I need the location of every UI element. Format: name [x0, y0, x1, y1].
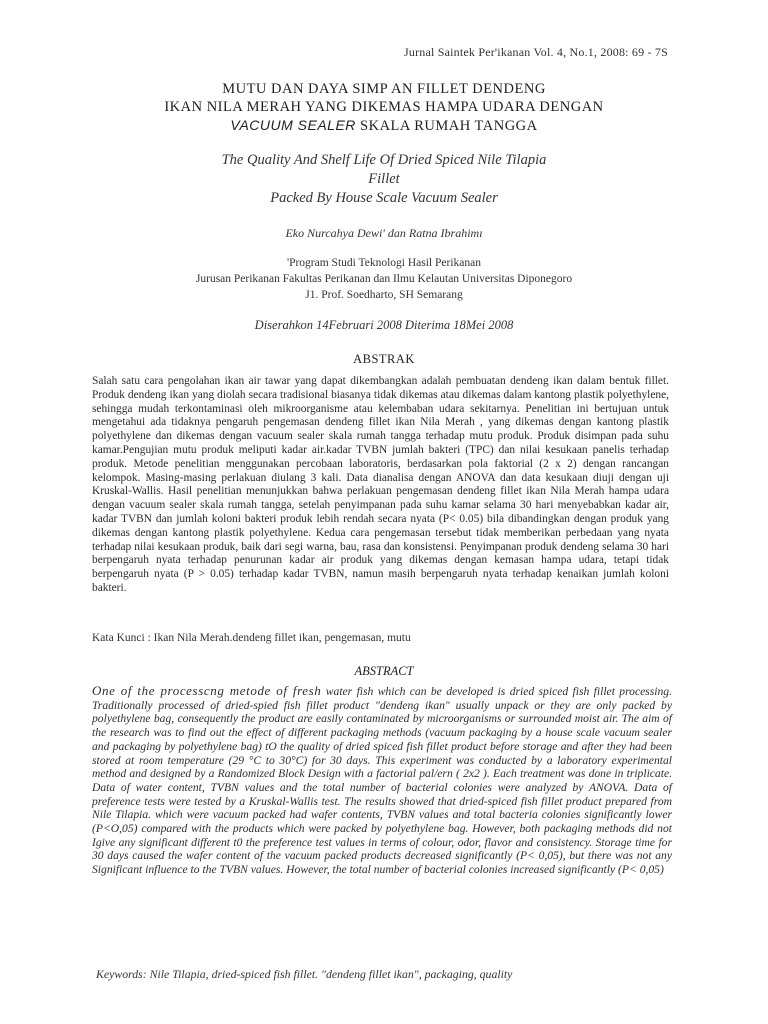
affiliation-line-1: 'Program Studi Teknologi Hasil Perikanan — [287, 257, 481, 269]
english-title-line-2: Fillet — [368, 171, 400, 187]
affiliation-line-3: J1. Prof. Soedharto, SH Semarang — [305, 289, 463, 301]
paper-title — [0, 80, 768, 135]
submission-dates: Diserahkon 14Februari 2008 Diterima 18Mei 2008 — [254, 318, 514, 332]
abstrak-body: Salah satu cara pengolahan ikan air tawar yang dapat dikembangkan adalah pembuatan dendeng ikan dalam bentuk fillet. Produk dendeng ikan yang diolah secara tradisional biasanya tidak dikemas atau dikemas dalam kantong plastik polyethylene, sehingga mudah terkontaminasi oleh mikroorganisme atau kelembaban udara sekitarnya. Penelitian ini bertujuan untuk mengetahui ada tidaknya pengaruh pengemasan dendeng fillet ikan Nila Merah , yang dikemas dengan kantong plastik polyethylene dan dikemas dengan vacuum sealer skala rumah tangga terhadap mutu produk. Produk disimpan pada suhu kamar.Pengujian mutu produk meliputi kadar air.kadar TVBN jumlah bakteri (TPC) dan nilai kesukaan panelis terhadap produk. Metode penelitian menggunakan percobaan laboratoris, berdasarkan pola faktorial (2 x 2) dengan rancangan kelompok. Masing-masing perlakuan diulang 3 kali. Data dianalisa dengan ANOVA dan data kesukaan diuji dengan uji Kruskal-Wallis. Hasil penelitian menunjukkan bahwa perlakuan pengemasan dendeng fillet ikan Nila Merah hampa udara dengan vacuum sealer skala rumah tangga, setelah penyimpanan pada suhu kamar selama 30 hari menyebabkan kadar air, kadar TVBN dan jumlah koloni bakteri produk lebih rendah secara nyata (P< 0.05) bila dibandingkan dengan produk yang dikemas dengan kantong plastik polyethylene. Kedua cara pengemasan tersebut tidak memberikan perbedaan yang nyata terhadap nilai kesukaan produk, baik dari segi warna, bau, rasa dan konsistensi. Penyimpanan produk dendeng selama 30 hari berpengaruh nyata terhadap penurunan kadar air produk yang dikemas dengan kemasan hampa udara, tetapi tidak berpengaruh nyata (P > 0.05) terhadap kadar TVBN, namun masih berpengaruh nyata terhadap kenaikan jumlah koloni bakteri. — [92, 375, 669, 594]
abstract-lead: One of the processcng metode of fresh — [92, 683, 322, 698]
title-line-2: IKAN NILA MERAH YANG DIKEMAS HAMPA UDARA DENGAN — [164, 99, 604, 115]
authors: Eko Nurcahya Dewi' dan Ratna Ibrahimı — [285, 226, 483, 240]
abstract-heading: ABSTRACT — [354, 664, 414, 678]
affiliation — [0, 255, 768, 303]
english-title-line-3: Packed By House Scale Vacuum Sealer — [270, 190, 498, 206]
abstrak-heading: ABSTRAK — [353, 352, 415, 366]
affiliation-line-2: Jurusan Perikanan Fakultas Perikanan dan Ilmu Kelautan Universitas Diponegoro — [195, 273, 573, 285]
english-title-line-1: The Quality And Shelf Life Of Dried Spiced Nile Tilapia — [221, 152, 547, 168]
english-title — [0, 151, 768, 208]
kata-kunci: Kata Kunci : Ikan Nila Merah.dendeng fillet ikan, pengemasan, mutu — [92, 632, 411, 644]
journal-header: Jurnal Saintek Per'ikanan Vol. 4, No.1, 2008: 69 - 7S — [404, 45, 668, 59]
keywords-english: Keywords: Nile Tilapia, dried-spiced fish fillet. "dendeng fillet ikan", packaging, quality — [96, 967, 513, 981]
abstract-text: water fish which can be developed is dried spiced fish fillet processing. Traditionally processed of dried-spied fish fillet product "dendeng ikan" usually unpack or they are only packed by polyethylene bag, consequently the product are easily contaminated by microorganisms or surrounded moist air. The aim of the research was to find out the effect of different packaging methods (vacuum packaging by a house scale vacuum sealer and packaging by polyethylene bag) tO the quality of dried spiced fish fillet product before storage and after they had been stored at room temperature (29 °C to 30°C) for 30 days. This experiment was conducted by a laboratory experimental method and designed by a Randomized Block Design with a factorial pal/ern ( 2x2 ). Each treatment was done in triplicate. Data of water content, TVBN values and the total number of bacterial colonies were analyzed by ANOVA. Data of preference tests were tested by a Kruskal-Wallis test. The results showed that dried-spiced fish fillet product prepared from Nile Tilapia. which were vacuum packed had wafer contents, TVBN values and total bacteria colonies significantly lower (P<O,05) compared with the products which were packed by polyethylene bag. However, both packaging methods did not Igive any significant different t0 the preference test values in terms of colour, odor, flavor and consistency. Storage time for 30 days caused the wafer content of the vacuum packed products decreased significantly (P< 0,05), but there was not any Significant influence to the TVBN values. However, the total number of bacterial colonies increased significantly (P< 0,05) — [92, 685, 672, 877]
title-line-1: MUTU DAN DAYA SIMP AN FILLET DENDENG — [222, 81, 546, 97]
title-line-3 — [0, 116, 768, 135]
title-line-3-rest: SKALA RUMAH TANGGA — [355, 118, 538, 134]
abstract-body — [92, 684, 672, 877]
title-line-3-italic: VACUUM SEALER — [230, 117, 356, 133]
